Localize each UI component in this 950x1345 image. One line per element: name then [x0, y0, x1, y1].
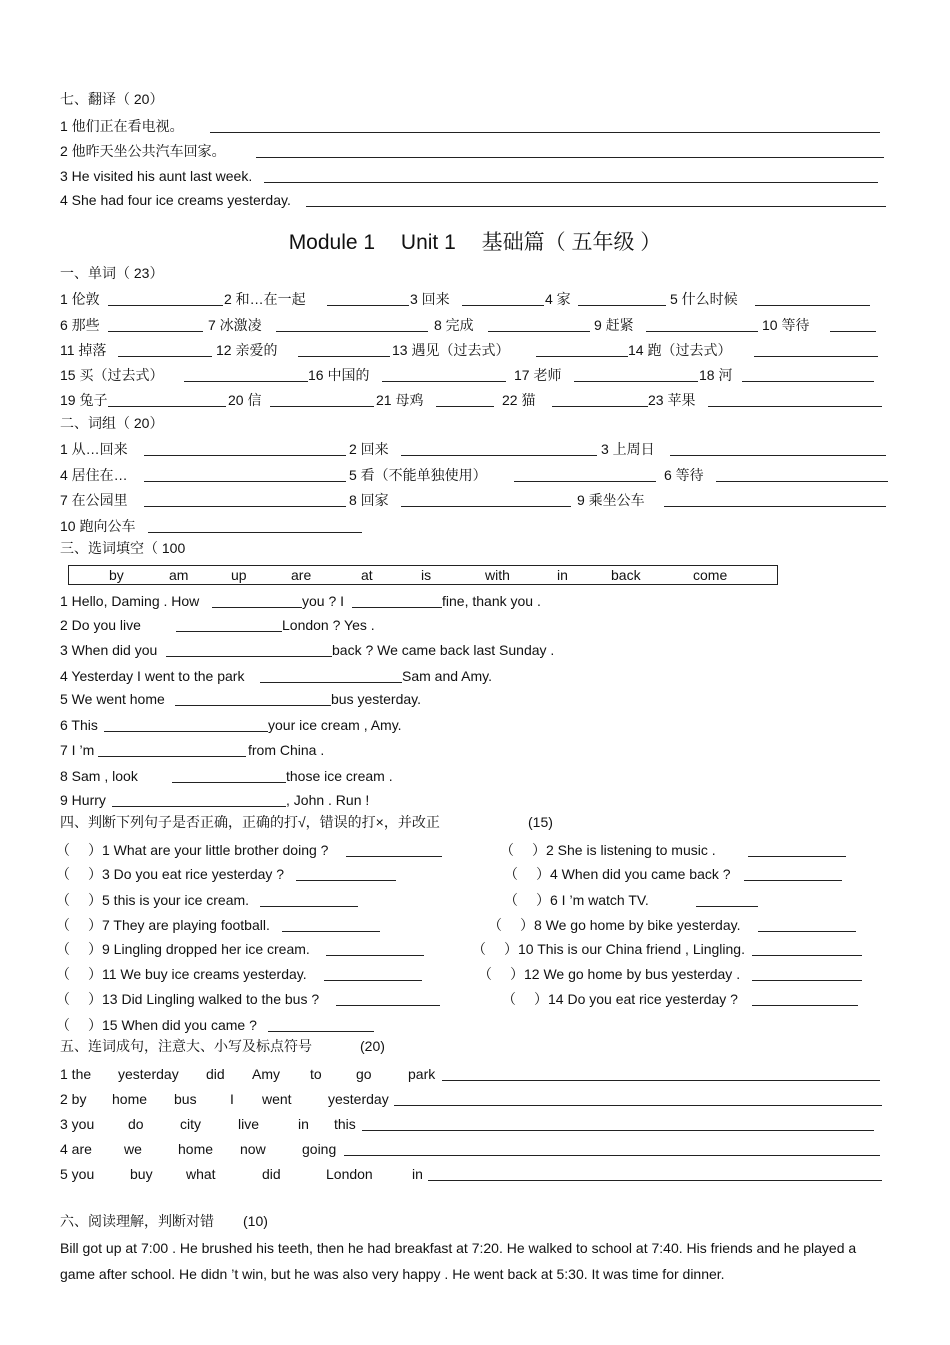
answer-blank[interactable] [268, 1018, 374, 1032]
word-item-label: 19 兔子 [60, 392, 108, 408]
answer-blank[interactable] [276, 318, 428, 332]
answer-blank[interactable] [148, 519, 362, 533]
fill-text: 5 We went home [60, 691, 165, 707]
judge-paren[interactable]: （ [504, 892, 518, 908]
answer-blank[interactable] [104, 718, 268, 732]
fill-text: back ? We came back last Sunday . [332, 642, 555, 658]
sec1-heading: 一、单词（ 23） [60, 265, 164, 281]
fill-text: 7 I ’m [60, 742, 95, 758]
answer-blank[interactable] [326, 942, 424, 956]
answer-blank[interactable] [264, 169, 878, 183]
word-bank-word: up [231, 567, 247, 583]
judge-paren[interactable]: （ [56, 991, 70, 1007]
answer-blank[interactable] [442, 1067, 880, 1081]
phrase-item-label: 6 等待 [664, 467, 704, 483]
word-item-label: 13 遇见（过去式） [392, 342, 510, 358]
answer-blank[interactable] [362, 1117, 874, 1131]
scrambled-word: 3 you [60, 1116, 95, 1132]
word-bank-word: by [109, 567, 124, 583]
answer-blank[interactable] [144, 493, 346, 507]
fill-text: 1 Hello, Daming . How [60, 593, 200, 609]
phrase-item-label: 4 居住在… [60, 467, 128, 483]
title-level: 基础篇（ 五年级 ） [481, 231, 662, 254]
word-item-label: 17 老师 [514, 367, 562, 383]
word-bank-word: are [291, 567, 312, 583]
scrambled-word: bus [174, 1091, 197, 1107]
answer-blank[interactable] [670, 442, 886, 456]
judge-paren[interactable]: （ [56, 842, 70, 858]
phrase-item-label: 8 回家 [349, 492, 389, 508]
answer-blank[interactable] [574, 368, 698, 382]
word-item-label: 23 苹果 [648, 392, 696, 408]
scrambled-word: 2 by [60, 1091, 87, 1107]
fill-text: 2 Do you live [60, 617, 141, 633]
answer-blank[interactable] [298, 343, 390, 357]
answer-blank[interactable] [296, 867, 396, 881]
word-item-label: 18 河 [699, 367, 733, 383]
judge-sentence: ）7 They are playing football. [88, 917, 270, 933]
scrambled-word: London [326, 1166, 373, 1182]
answer-blank[interactable] [210, 119, 880, 133]
sec2-heading: 二、词组（ 20） [60, 415, 164, 431]
fill-text: 4 Yesterday I went to the park [60, 668, 245, 684]
sec7-item-3: 3 He visited his aunt last week. [60, 167, 252, 185]
answer-blank[interactable] [260, 669, 402, 683]
answer-blank[interactable] [744, 867, 842, 881]
word-item-label: 2 和…在一起 [224, 291, 306, 307]
scrambled-word: go [356, 1066, 372, 1082]
judge-sentence: ）4 When did you came back ? [536, 866, 731, 882]
answer-blank[interactable] [108, 318, 203, 332]
sec7-item-1: 1 他们正在看电视。 [60, 117, 184, 135]
answer-blank[interactable] [327, 292, 409, 306]
answer-blank[interactable] [184, 368, 308, 382]
scrambled-word: going [302, 1141, 337, 1157]
phrase-item-label: 2 回来 [349, 441, 389, 457]
word-bank [68, 565, 778, 585]
scrambled-word: what [186, 1166, 216, 1182]
answer-blank[interactable] [176, 618, 282, 632]
phrase-item-label: 1 从…回来 [60, 441, 128, 457]
judge-sentence: ）11 We buy ice creams yesterday. [88, 966, 307, 982]
answer-blank[interactable] [752, 967, 862, 981]
answer-blank[interactable] [260, 893, 358, 907]
word-item-label: 21 母鸡 [376, 392, 424, 408]
fill-text: bus yesterday. [331, 691, 422, 707]
answer-blank[interactable] [175, 692, 331, 706]
judge-sentence: ）5 this is your ice cream. [88, 892, 250, 908]
word-item-label: 10 等待 [762, 317, 810, 333]
word-bank-word: is [421, 567, 432, 583]
judge-sentence: ）6 I ’m watch TV. [536, 892, 649, 908]
word-bank-word: come [693, 567, 728, 583]
word-item-label: 9 赶紧 [594, 317, 634, 333]
word-item-label: 8 完成 [434, 317, 474, 333]
sec4-score: (15) [528, 814, 553, 830]
scrambled-word: went [262, 1091, 292, 1107]
answer-blank[interactable] [401, 493, 571, 507]
answer-blank[interactable] [748, 843, 846, 857]
scrambled-word: I [230, 1091, 234, 1107]
fill-text: your ice cream , Amy. [268, 717, 402, 733]
answer-blank[interactable] [514, 468, 656, 482]
answer-blank[interactable] [716, 468, 888, 482]
answer-blank[interactable] [488, 318, 590, 332]
sec5-heading: 五、连词成句，注意大、小写及标点符号 (20) [60, 1038, 385, 1054]
scrambled-word: 1 the [60, 1066, 92, 1082]
answer-blank[interactable] [98, 743, 246, 757]
answer-blank[interactable] [108, 393, 226, 407]
word-item-label: 7 冰激凌 [208, 317, 262, 333]
word-item-label: 14 跑（过去式） [628, 342, 732, 358]
judge-sentence: ）2 She is listening to music . [532, 842, 716, 858]
fill-text: from China . [248, 742, 325, 758]
judge-sentence: ）9 Lingling dropped her ice cream. [88, 941, 310, 957]
judge-paren[interactable]: （ [504, 866, 518, 882]
word-item-label: 4 家 [545, 291, 571, 307]
judge-paren[interactable]: （ [56, 966, 70, 982]
sec7-item-4: 4 She had four ice creams yesterday. [60, 191, 291, 209]
word-item-label: 12 亲爱的 [216, 342, 278, 358]
word-item-label: 1 伦敦 [60, 291, 100, 307]
scrambled-word: we [124, 1141, 142, 1157]
word-item-label: 15 买（过去式） [60, 367, 164, 383]
phrase-item-label: 3 上周日 [601, 441, 655, 457]
scrambled-word: city [180, 1116, 201, 1132]
sec6-heading: 六、阅读理解，判断对错 (10) [60, 1213, 268, 1229]
scrambled-word: in [298, 1116, 309, 1132]
fill-text: fine, thank you . [442, 593, 541, 609]
word-item-label: 20 信 [228, 392, 262, 408]
judge-sentence: ）12 We go home by bus yesterday . [510, 966, 741, 982]
answer-blank[interactable] [144, 442, 346, 456]
scrambled-word: home [112, 1091, 148, 1107]
answer-blank[interactable] [752, 992, 858, 1006]
judge-sentence: ）15 When did you came ? [88, 1017, 257, 1033]
answer-blank[interactable] [336, 992, 440, 1006]
answer-blank[interactable] [536, 343, 628, 357]
scrambled-word: live [238, 1116, 260, 1132]
fill-text: London ? Yes . [282, 617, 375, 633]
scrambled-word: did [206, 1066, 225, 1082]
sec6-score: (10) [243, 1213, 268, 1229]
scrambled-word: did [262, 1166, 281, 1182]
word-item-label: 3 回来 [410, 291, 450, 307]
word-bank-word: in [557, 567, 568, 583]
judge-sentence: ）1 What are your little brother doing ? [88, 842, 329, 858]
scrambled-word: in [412, 1166, 423, 1182]
answer-blank[interactable] [144, 468, 346, 482]
scrambled-word: this [334, 1116, 356, 1132]
answer-blank[interactable] [112, 793, 286, 807]
answer-blank[interactable] [108, 292, 223, 306]
word-bank-word: back [611, 567, 641, 583]
judge-paren[interactable]: （ [500, 842, 514, 858]
fill-text: , John . Run ! [286, 792, 370, 808]
fill-text: 3 When did you [60, 642, 158, 658]
answer-blank[interactable] [346, 843, 442, 857]
answer-blank[interactable] [578, 292, 666, 306]
sec7-item-2: 2 他昨天坐公共汽车回家。 [60, 142, 226, 160]
judge-paren[interactable]: （ [56, 1017, 70, 1033]
sec7-heading: 七、翻译（ 20） [60, 91, 164, 107]
word-item-label: 5 什么时候 [670, 291, 738, 307]
answer-blank[interactable] [118, 343, 212, 357]
judge-paren[interactable]: （ [502, 991, 516, 1007]
scrambled-word: to [310, 1066, 322, 1082]
word-item-label: 22 猫 [502, 392, 536, 408]
answer-blank[interactable] [256, 144, 884, 158]
scrambled-word: buy [130, 1166, 153, 1182]
answer-blank[interactable] [436, 393, 494, 407]
answer-blank[interactable] [428, 1167, 882, 1181]
judge-sentence: ）10 This is our China friend , Lingling. [504, 941, 745, 957]
word-bank-word: am [169, 567, 189, 583]
answer-blank[interactable] [830, 318, 876, 332]
phrase-item-label: 7 在公园里 [60, 492, 128, 508]
answer-blank[interactable] [708, 393, 882, 407]
fill-text: you ? I [302, 593, 345, 609]
judge-paren[interactable]: （ [56, 917, 70, 933]
answer-blank[interactable] [664, 493, 886, 507]
answer-blank[interactable] [755, 292, 870, 306]
judge-paren[interactable]: （ [56, 941, 70, 957]
phrase-item-label: 5 看（不能单独使用） [349, 467, 487, 483]
scrambled-word: now [240, 1141, 266, 1157]
fill-text: 6 This [60, 717, 98, 733]
phrase-item-label: 9 乘坐公车 [577, 492, 645, 508]
answer-blank[interactable] [394, 1092, 882, 1106]
word-bank-word: with [485, 567, 510, 583]
answer-blank[interactable] [401, 442, 597, 456]
answer-blank[interactable] [752, 942, 862, 956]
judge-sentence: ）13 Did Lingling walked to the bus ? [88, 991, 320, 1007]
answer-blank[interactable] [754, 343, 878, 357]
answer-blank[interactable] [552, 393, 648, 407]
judge-paren[interactable]: （ [488, 917, 502, 933]
judge-sentence: ）8 We go home by bike yesterday. [520, 917, 741, 933]
sec3-heading: 三、选词填空（ 100 [60, 540, 186, 556]
word-item-label: 16 中国的 [308, 367, 370, 383]
answer-blank[interactable] [696, 893, 758, 907]
scrambled-word: home [178, 1141, 214, 1157]
fill-text: Sam and Amy. [402, 668, 493, 684]
word-item-label: 11 掉落 [60, 342, 107, 358]
word-bank-word: at [361, 567, 373, 583]
answer-blank[interactable] [270, 393, 374, 407]
fill-text: 8 Sam , look [60, 768, 138, 784]
scrambled-word: do [128, 1116, 144, 1132]
judge-paren[interactable]: （ [478, 966, 492, 982]
title-unit: Unit 1 [400, 231, 456, 254]
sec4-heading: 四、判断下列句子是否正确，正确的打√，错误的打×，并改正 (15) [60, 814, 553, 830]
answer-blank[interactable] [382, 368, 506, 382]
answer-blank[interactable] [212, 594, 302, 608]
judge-paren[interactable]: （ [56, 866, 70, 882]
answer-blank[interactable] [646, 318, 758, 332]
answer-blank[interactable] [324, 967, 422, 981]
reading-passage: Bill got up at 7:00 . He brushed his teeth, then he had breakfast at 7:20. He walked to school at 7:40. His friends and he played a game after school. He didn ’t win, but he was also very happy . He went back at 5:30. It was time for dinner. [60, 1240, 857, 1282]
scrambled-word: yesterday [328, 1091, 389, 1107]
scrambled-word: 5 you [60, 1166, 95, 1182]
fill-text: those ice cream . [286, 768, 393, 784]
word-item-label: 6 那些 [60, 317, 100, 333]
judge-paren[interactable]: （ [56, 892, 70, 908]
answer-blank[interactable] [166, 643, 332, 657]
answer-blank[interactable] [462, 292, 544, 306]
answer-blank[interactable] [742, 368, 874, 382]
answer-blank[interactable] [344, 1142, 880, 1156]
scrambled-word: Amy [252, 1066, 280, 1082]
judge-sentence: ）3 Do you eat rice yesterday ? [88, 866, 285, 882]
sec5-score: (20) [360, 1038, 385, 1054]
answer-blank[interactable] [352, 594, 442, 608]
page-title [0, 226, 950, 256]
answer-blank[interactable] [758, 918, 856, 932]
judge-paren[interactable]: （ [472, 941, 486, 957]
scrambled-word: 4 are [60, 1141, 92, 1157]
title-module: Module 1 [288, 231, 376, 254]
fill-text: 9 Hurry [60, 792, 106, 808]
scrambled-word: park [408, 1066, 436, 1082]
answer-blank[interactable] [306, 193, 886, 207]
phrase-item-label: 10 跑向公车 [60, 518, 136, 534]
scrambled-word: yesterday [118, 1066, 179, 1082]
answer-blank[interactable] [172, 769, 286, 783]
answer-blank[interactable] [282, 918, 380, 932]
judge-sentence: ）14 Do you eat rice yesterday ? [534, 991, 738, 1007]
